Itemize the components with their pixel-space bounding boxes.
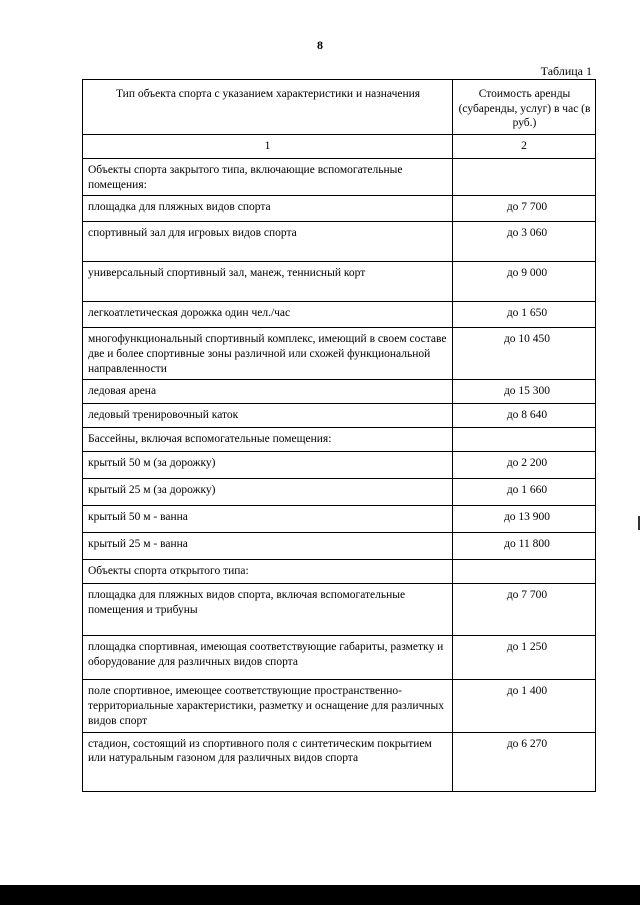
price-cell: до 2 200 — [453, 452, 596, 479]
table-row — [83, 533, 596, 560]
price-cell: до 1 250 — [453, 636, 596, 680]
table-row — [83, 222, 596, 262]
price-cell: до 9 000 — [453, 262, 596, 302]
price-cell: до 13 900 — [453, 506, 596, 533]
column-number-1: 1 — [83, 135, 453, 159]
table-row — [83, 158, 596, 195]
object-type-cell: крытый 25 м - ванна — [83, 533, 453, 560]
header-rental-cost: Стоимость аренды (субаренды, услуг) в час (в руб.) — [453, 80, 596, 135]
page-number: 8 — [317, 38, 323, 52]
table-caption: Таблица 1 — [540, 64, 592, 78]
price-cell — [453, 428, 596, 452]
price-cell: до 3 060 — [453, 222, 596, 262]
object-type-cell: легкоатлетическая дорожка один чел./час — [83, 302, 453, 328]
table-row — [83, 380, 596, 404]
price-cell: до 8 640 — [453, 404, 596, 428]
price-cell: до 11 800 — [453, 533, 596, 560]
object-type-cell: площадка для пляжных видов спорта, включая вспомогательные помещения и трибуны — [83, 584, 453, 636]
price-cell: до 7 700 — [453, 584, 596, 636]
object-type-cell: крытый 25 м (за дорожку) — [83, 479, 453, 506]
table-row — [83, 732, 596, 791]
object-type-cell: крытый 50 м - ванна — [83, 506, 453, 533]
object-type-cell: поле спортивное, имеющее соответствующие пространственно-территориальные характеристики, разметку и оснащение для различных видов спорт — [83, 680, 453, 732]
table-row — [83, 404, 596, 428]
object-type-cell: спортивный зал для игровых видов спорта — [83, 222, 453, 262]
object-type-cell: Бассейны, включая вспомогательные помещения: — [83, 428, 453, 452]
price-cell: до 1 660 — [453, 479, 596, 506]
table-row — [83, 302, 596, 328]
price-cell: до 15 300 — [453, 380, 596, 404]
column-number-row — [83, 135, 596, 159]
table-header-row — [83, 80, 596, 135]
column-number-2: 2 — [453, 135, 596, 159]
object-type-cell: Объекты спорта закрытого типа, включающие вспомогательные помещения: — [83, 158, 453, 195]
table-row — [83, 680, 596, 732]
price-cell: до 1 400 — [453, 680, 596, 732]
table-row — [83, 506, 596, 533]
object-type-cell: площадка спортивная, имеющая соответствующие габариты, разметку и оборудование для различных видов спорта — [83, 636, 453, 680]
object-type-cell: ледовая арена — [83, 380, 453, 404]
table-row — [83, 262, 596, 302]
header-object-type: Тип объекта спорта с указанием характеристики и назначения — [83, 80, 453, 135]
price-cell: до 10 450 — [453, 328, 596, 380]
table-row — [83, 636, 596, 680]
price-cell: до 1 650 — [453, 302, 596, 328]
scan-bottom-edge — [0, 885, 640, 905]
table-row — [83, 196, 596, 222]
object-type-cell: Объекты спорта открытого типа: — [83, 560, 453, 584]
table-row — [83, 428, 596, 452]
object-type-cell: универсальный спортивный зал, манеж, теннисный корт — [83, 262, 453, 302]
table-row — [83, 328, 596, 380]
price-cell — [453, 158, 596, 195]
table-row — [83, 560, 596, 584]
object-type-cell: площадка для пляжных видов спорта — [83, 196, 453, 222]
object-type-cell: крытый 50 м (за дорожку) — [83, 452, 453, 479]
table-row — [83, 452, 596, 479]
table-row — [83, 479, 596, 506]
price-cell: до 6 270 — [453, 732, 596, 791]
object-type-cell: многофункциональный спортивный комплекс, имеющий в своем составе две и более спортивные зоны различной или схожей функциональной направленности — [83, 328, 453, 380]
object-type-cell: ледовый тренировочный каток — [83, 404, 453, 428]
object-type-cell: стадион, состоящий из спортивного поля с синтетическим покрытием или натуральным газоном для различных видов спорта — [83, 732, 453, 791]
price-cell — [453, 560, 596, 584]
price-cell: до 7 700 — [453, 196, 596, 222]
rental-price-table — [82, 79, 596, 792]
table-row — [83, 584, 596, 636]
